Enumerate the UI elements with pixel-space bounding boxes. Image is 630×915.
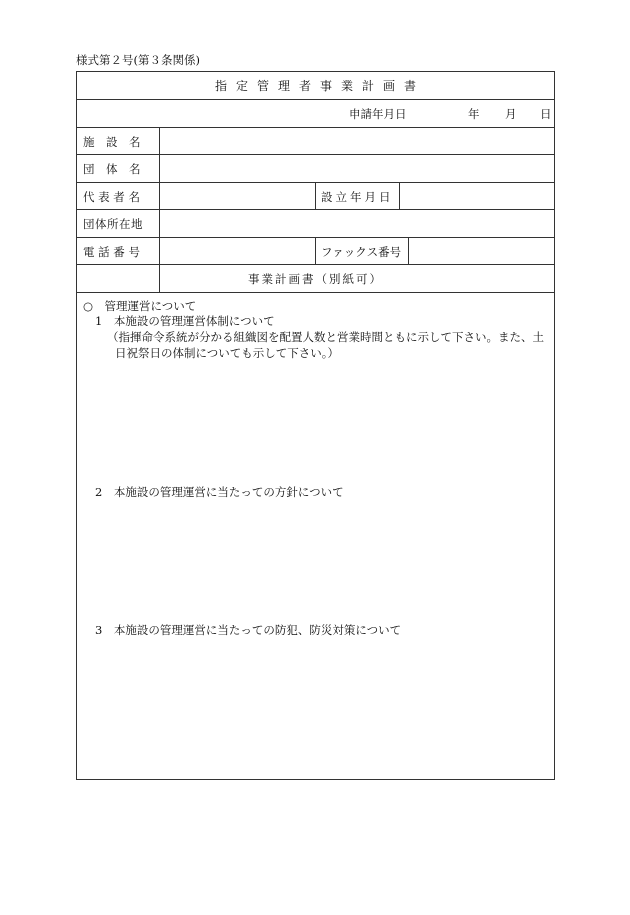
divider	[408, 237, 409, 264]
application-date-label: 申請年月日	[349, 107, 407, 121]
item1-title: 1 本施設の管理運営体制について	[95, 314, 275, 328]
group-name-label: 団 体 名	[83, 162, 141, 176]
plan-form-table	[76, 71, 555, 780]
divider	[77, 154, 554, 155]
divider	[315, 182, 316, 209]
divider	[159, 127, 160, 292]
divider	[77, 127, 554, 128]
phone-label: 電 話 番 号	[83, 245, 140, 259]
month-label: 月	[505, 107, 517, 121]
form-title: 指定管理者事業計画書	[214, 79, 425, 93]
item3-title: 3 本施設の管理運営に当たっての防犯、防災対策について	[95, 623, 402, 637]
section-header: 事業計画書（別紙可）	[248, 272, 383, 286]
established-date-label: 設立年月日	[321, 190, 394, 204]
divider	[77, 209, 554, 210]
representative-label: 代 表 者 名	[83, 190, 140, 204]
divider	[399, 182, 400, 209]
year-label: 年	[468, 107, 480, 121]
item2-title: 2 本施設の管理運営に当たっての方針について	[95, 485, 344, 499]
divider	[77, 292, 554, 293]
management-heading: ○ 管理運営について	[83, 299, 197, 313]
group-address-label: 団体所在地	[83, 217, 143, 231]
facility-name-label: 施 設 名	[83, 135, 141, 149]
form-number-label: 様式第２号(第３条関係)	[76, 53, 200, 67]
divider	[77, 99, 554, 100]
fax-label: ファックス番号	[321, 245, 402, 259]
item1-note-line2: 日祝祭日の体制についても示して下さい。）	[115, 346, 340, 360]
item1-note-line1: （指揮命令系統が分かる組織図を配置人数と営業時間ともに示して下さい。また、土	[107, 330, 544, 344]
divider	[77, 264, 554, 265]
day-label: 日	[540, 107, 552, 121]
divider	[315, 237, 316, 264]
